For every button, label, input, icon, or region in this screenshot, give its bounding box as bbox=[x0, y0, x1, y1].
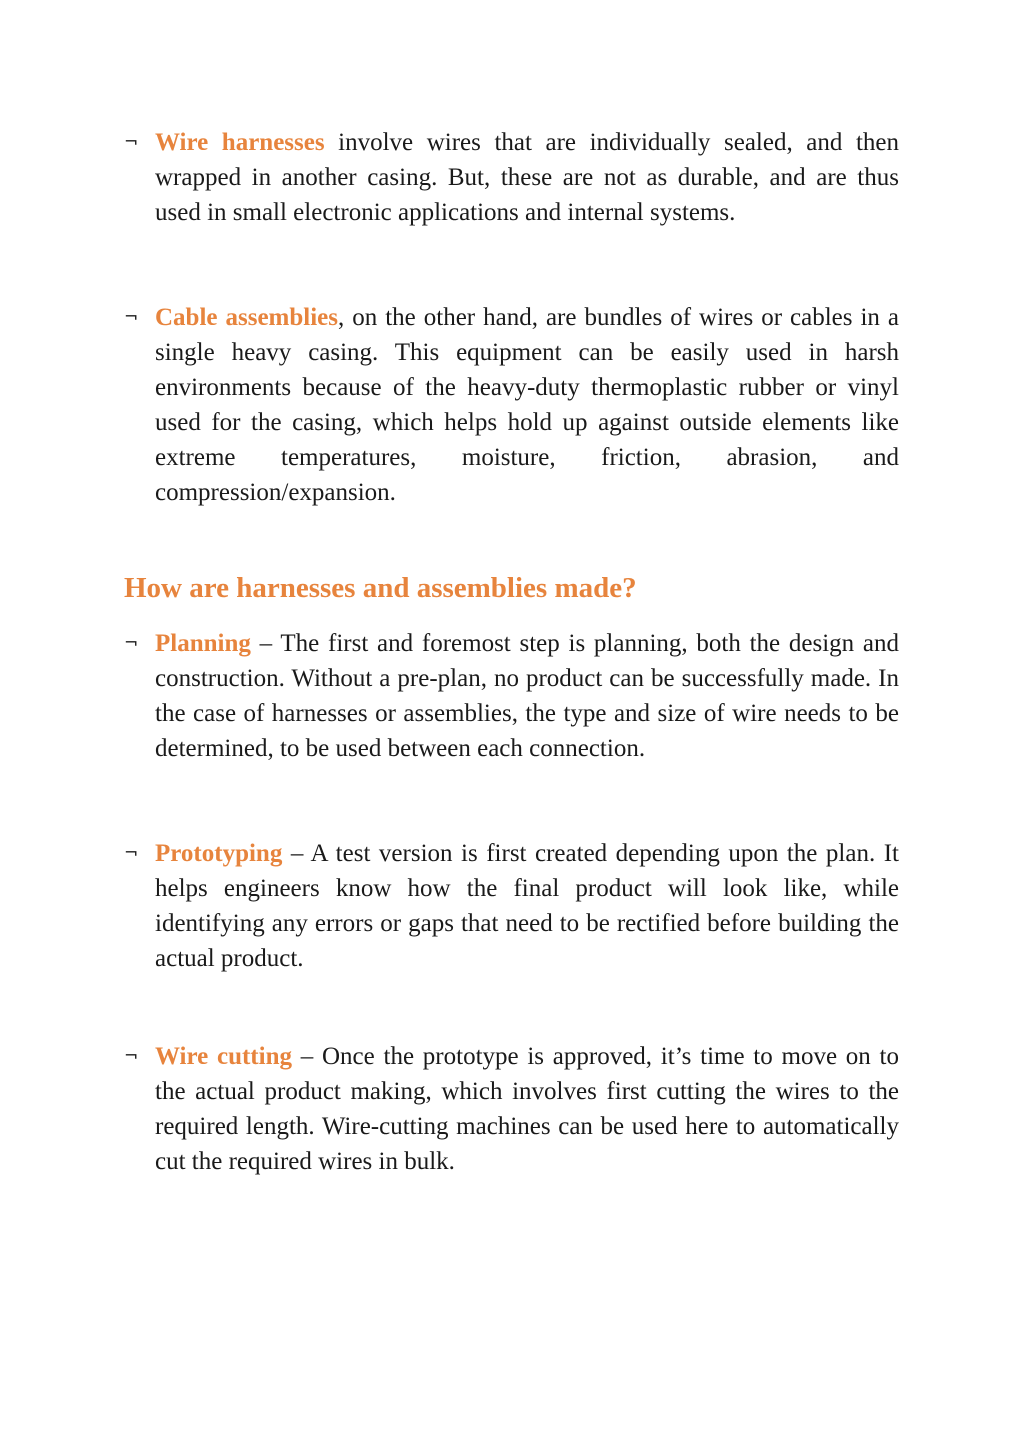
term-description: involve wires that are individually sealed, and then wrapped in another casing. But, these are not as durable, and are thus used in small electronic applications and internal systems. bbox=[155, 129, 899, 226]
term-description: – The first and foremost step is planning, both the design and construction. Without a pre-plan, no product can be successfully made. In the case of harnesses or assemblies, the type and size of wire needs to be determined, to be used between each connection. bbox=[155, 630, 899, 762]
bullet-icon: ¬ bbox=[124, 132, 139, 152]
term-label: Planning bbox=[155, 630, 251, 657]
section-heading: How are harnesses and assemblies made? bbox=[124, 572, 637, 604]
list-item-text bbox=[155, 836, 899, 976]
list-item-text bbox=[155, 626, 899, 766]
list-item-prototyping bbox=[124, 836, 899, 976]
list-item-cable-assemblies bbox=[124, 300, 899, 510]
term-description: , on the other hand, are bundles of wires or cables in a single heavy casing. This equipment can be easily used in harsh environments because of the heavy-duty thermoplastic rubber or vinyl used for the casing, which helps hold up against outside elements like extreme temperatures, moisture, friction, abrasion, and compression/expansion. bbox=[155, 304, 899, 506]
bullet-icon: ¬ bbox=[124, 1046, 139, 1066]
term-description: – A test version is first created depending upon the plan. It helps engineers know how the final product will look like, while identifying any errors or gaps that need to be rectified before building the actual product. bbox=[155, 840, 899, 972]
term-description: – Once the prototype is approved, it’s time to move on to the actual product making, which involves first cutting the wires to the required length. Wire-cutting machines can be used here to automatically cut the required wires in bulk. bbox=[155, 1043, 899, 1175]
list-item-text bbox=[155, 1039, 899, 1179]
term-label: Wire harnesses bbox=[155, 129, 325, 156]
list-item-wire-harnesses bbox=[124, 125, 899, 230]
list-item-planning bbox=[124, 626, 899, 766]
list-item-text bbox=[155, 300, 899, 510]
term-label: Prototyping bbox=[155, 840, 283, 867]
bullet-icon: ¬ bbox=[124, 307, 139, 327]
term-label: Cable assemblies bbox=[155, 304, 338, 331]
list-item-text bbox=[155, 125, 899, 230]
bullet-icon: ¬ bbox=[124, 843, 139, 863]
list-item-wire-cutting bbox=[124, 1039, 899, 1179]
bullet-icon: ¬ bbox=[124, 633, 139, 653]
term-label: Wire cutting bbox=[155, 1043, 292, 1070]
